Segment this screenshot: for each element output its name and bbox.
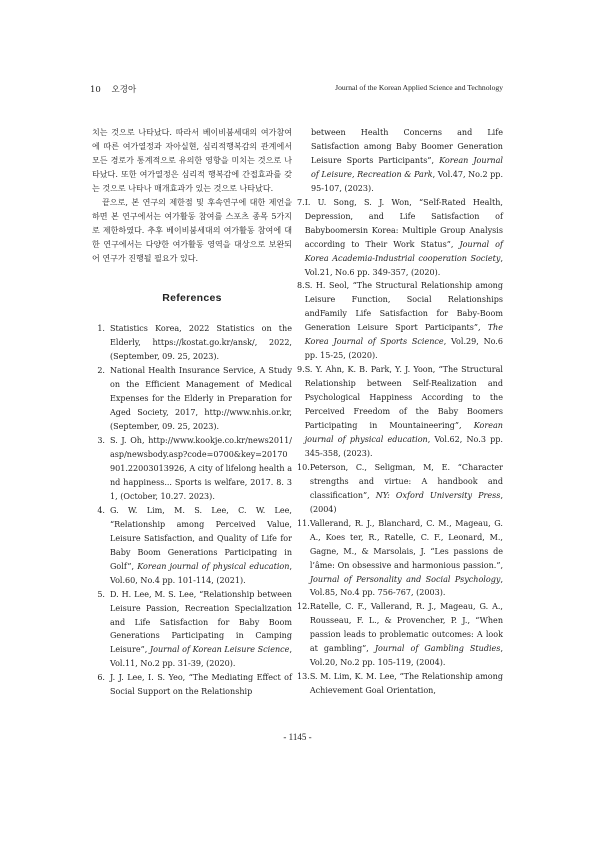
right-column: [297, 126, 504, 698]
reference-item: 3. S. J. Oh, http://www.kookje.co.kr/news2011/asp/newsbody.asp?code=0700&key=20170901.22003013926, A city of lifelong health and happiness... Sports is welfare, 2017. 8. 31, (October, 10.27. 2023).: [97, 436, 292, 501]
reference-item: 13. S. M. Lim, K. M. Lee, “The Relationship among Achievement Goal Orientation,: [297, 672, 503, 696]
page-footer: - 1145 -: [283, 732, 312, 742]
reference-item: 11. Vallerand, R. J., Blanchard, C. M., Mageau, G. A., Koes ter, R., Ratelle, C. F., Leonard, M., Gagne, M., & Marsolais, J. “Les passions de l’âme: On obsessive and harmonious passion.”, Journal of Personality and Social Psychology, Vol.85, No.4 pp. 756-767, (2003).: [297, 518, 503, 598]
body-paragraph: 끝으로, 본 연구의 제한점 및 후속연구에 대한 제언을 하면 본 연구에서는 여가활동 참여를 스포츠 종목 5가지로 제한하였다. 추후 베이비붐세대의 여가활동 참여에 대한 연구에서는 다양한 여가활동 영역을 대상으로 보완되어 연구가 진행될 필요가 있다.: [92, 197, 292, 263]
running-header-left: [90, 83, 144, 95]
reference-item: 8. S. H. Seol, “The Structural Relationship among Leisure Function, Social Relationships andFamily Life Satisfaction for Baby-Boom Generation Leisure Sport Participants”, The Korea Journal of Sports Science, Vol.29, No.6 pp. 15-25, (2020).: [297, 281, 503, 361]
page-number: 10: [90, 85, 101, 95]
left-column: [92, 126, 292, 699]
reference-item: 2. National Health Insurance Service, A Study on the Efficient Management of Medical Expenses for the Elderly in Preparation for Aged Society, 2017, http://www.nhis.or.kr, (September, 09. 25, 2023).: [97, 366, 292, 432]
reference-item-continued: between Health Concerns and Life Satisfaction among Baby Boomer Generation Leisure Sports Participants”, Korean Journal of Leisure, Recreation & Park, Vol.47, No.2 pp. 95-107, (2023).: [311, 128, 503, 193]
references-heading: References: [162, 291, 222, 304]
reference-item: 4. G. W. Lim, M. S. Lee, C. W. Lee, “Relationship among Perceived Value, Leisure Satisfaction, and Quality of Life for Baby Boom Generations Participating in Golf”, Korean journal of physical education, Vol.60, No.4 pp. 101-114, (2021).: [97, 505, 292, 585]
reference-item: 10. Peterson, C., Seligman, M, E. “Character strengths and virtue: A handbook and classification”, NY: Oxford University Press, (2004): [297, 462, 503, 514]
reference-item: 9. S. Y. Ahn, K. B. Park, Y. J. Yoon, “The Structural Relationship between Self-Realization and Psychological Happiness According to the Perceived Freedom of the Baby Boomers Participating in Mountaineering”, Korean journal of physical education, Vol.62, No.3 pp. 345-358, (2023).: [297, 365, 503, 458]
author-name: 오경아: [111, 85, 137, 95]
reference-item: 5. D. H. Lee, M. S. Lee, “Relationship between Leisure Passion, Recreation Specialization and Life Satisfaction for Baby Boom Generations Participating in Camping Leisure”, Journal of Korean Leisure Science, Vol.11, No.2 pp. 31-39, (2020).: [97, 589, 292, 669]
body-paragraph: 치는 것으로 나타났다. 따라서 베이비붐세대의 여가참여에 따른 여가열정과 자아실현, 심리적행복감의 관계에서 모든 경로가 통계적으로 유의한 영향을 미치는 것으로 나타났다. 또한 여가열정은 심리적 행복감에 간접효과를 갖는 것으로 나타나 매개효과가 있는 것으로 나타났다.: [92, 128, 292, 193]
reference-item: 6. J. J. Lee, I. S. Yeo, “The Mediating Effect of Social Support on the Relationship: [97, 673, 292, 697]
journal-name: Journal of the Korean Applied Science and Technology: [335, 83, 503, 92]
reference-item: 12. Ratelle, C. F., Vallerand, R. J., Mageau, G. A., Rousseau, F. L., & Provencher, P. J., “When passion leads to problematic outcomes: A look at gambling”, Journal of Gambling Studies, Vol.20, No.2 pp. 105-119, (2004).: [297, 602, 504, 668]
reference-item: 7. I. U. Song, S. J. Won, “Self-Rated Health, Depression, and Life Satisfaction of Babyboomersin Korea: Multiple Group Analysis according to Their Work Status”, Journal of Korea Academia-Industrial cooperation Society, Vol.21, No.6 pp. 349-357, (2020).: [297, 197, 503, 277]
reference-item: 1. Statistics Korea, 2022 Statistics on the Elderly, https://kostat.go.kr/ansk/, 2022, (September, 09. 25, 2023).: [97, 324, 292, 362]
